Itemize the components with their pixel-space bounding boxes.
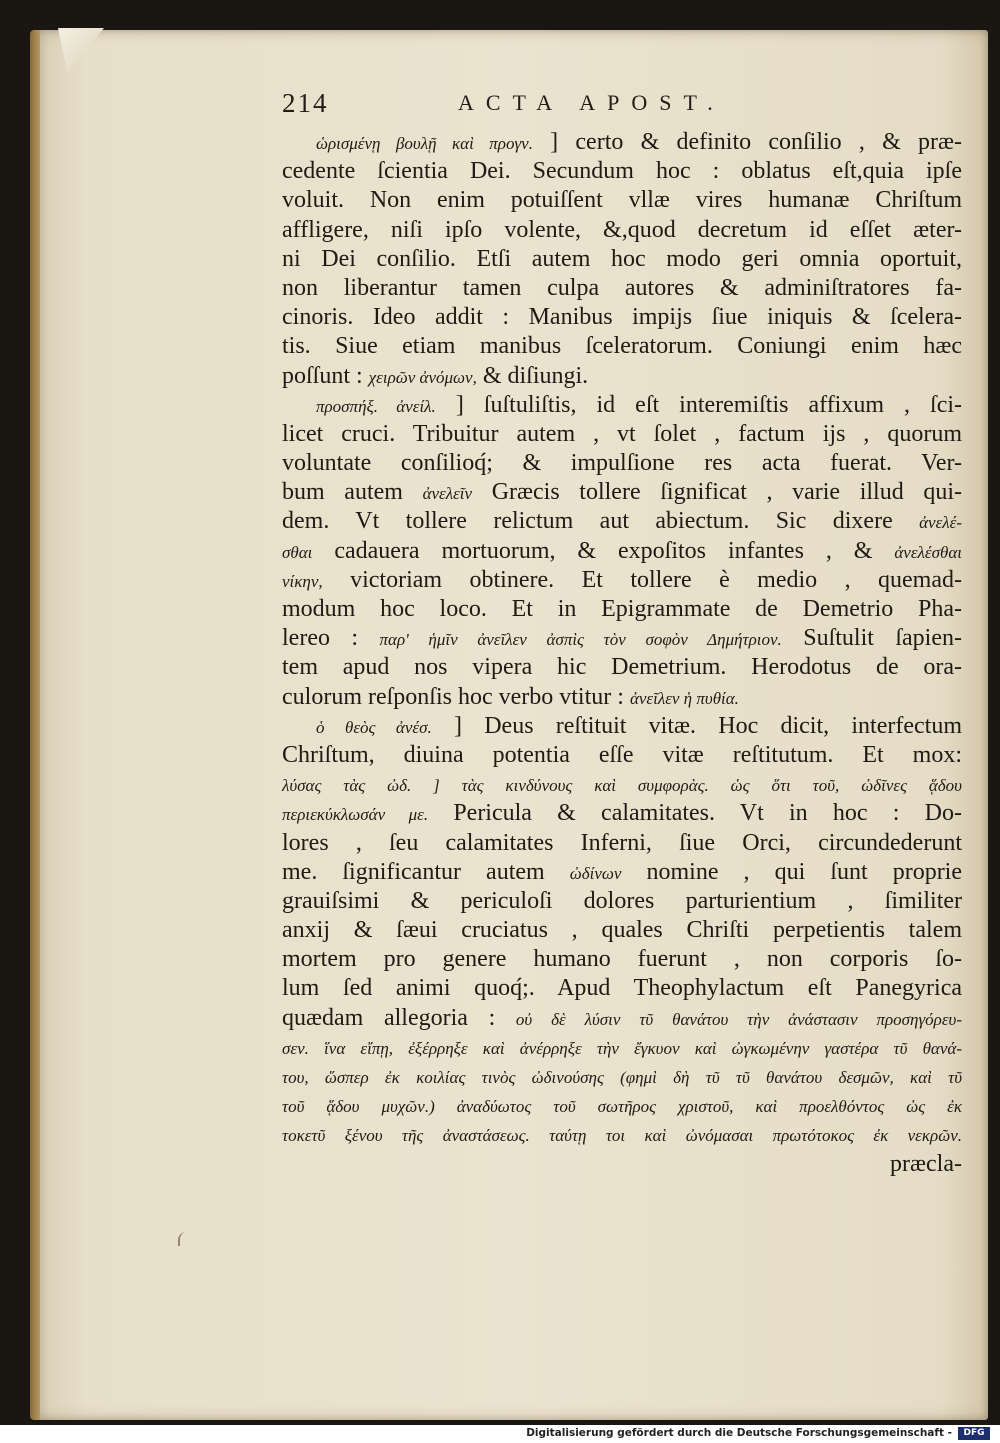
text-line bbox=[282, 829, 962, 858]
greek-text: ἀνελέσθαι bbox=[894, 542, 962, 562]
text-line bbox=[282, 245, 962, 274]
latin-text: dem. Vt tollere relictum aut abiectum. Sic dixere bbox=[282, 508, 920, 535]
text-line bbox=[282, 1091, 962, 1120]
latin-text: Pericula & calamitates. Vt in hoc : Do- bbox=[428, 800, 962, 827]
latin-text: cedente ſcientia Dei. Secundum hoc : oblatus eſt,quia ipſe bbox=[282, 158, 962, 185]
text-line bbox=[282, 186, 962, 215]
latin-text: cadauera mortuorum, & expoſitos infantes , & bbox=[312, 537, 895, 564]
text-line bbox=[282, 624, 962, 653]
text-line bbox=[282, 1033, 962, 1062]
greek-text: σθαι bbox=[282, 542, 313, 562]
latin-text: præcla- bbox=[890, 1150, 962, 1177]
latin-text: ] ſuſtuliſtis, id eſt interemiſtis affixum , ſci- bbox=[435, 391, 963, 418]
latin-text: cinoris. Ideo addit : Manibus impijs ſiue iniquis & ſcelera- bbox=[282, 304, 962, 331]
page-edge bbox=[30, 30, 40, 1420]
latin-text: quædam allegoria : bbox=[282, 1004, 516, 1031]
text-line bbox=[282, 362, 962, 391]
latin-text: lores , ſeu calamitates Inferni, ſiue Orci, circundederunt bbox=[282, 829, 962, 856]
text-line bbox=[282, 916, 962, 945]
text-line bbox=[282, 1150, 962, 1179]
greek-text: προσπήξ. ἀνείλ. bbox=[316, 396, 436, 416]
text-line bbox=[282, 945, 962, 974]
latin-text: Chriſtum, diuina potentia eſſe vitæ reſtitutum. Et mox: bbox=[282, 741, 962, 768]
greek-text: χειρῶν ἀνόμων, bbox=[368, 367, 477, 387]
latin-text: affligere, niſi ipſo volente, &,quod decretum id eſſet æter- bbox=[282, 216, 962, 243]
latin-text: ] certo & definito conſilio , & præ- bbox=[532, 129, 962, 155]
latin-text: culorum reſponſis hoc verbo vtitur : bbox=[282, 683, 630, 710]
text-line bbox=[282, 449, 962, 478]
greek-text: περιεκύκλωσάν με. bbox=[282, 805, 429, 825]
body-text bbox=[282, 128, 962, 1179]
latin-text: non liberantur tamen culpa autores & adminiſtratores fa- bbox=[282, 274, 962, 301]
latin-text: me. ſignificantur autem bbox=[282, 858, 570, 885]
text-line bbox=[282, 1062, 962, 1091]
text-line bbox=[282, 1004, 962, 1033]
latin-text: victoriam obtinere. Et tollere è medio , quemad- bbox=[322, 566, 962, 593]
text-line bbox=[282, 770, 962, 799]
text-line bbox=[282, 157, 962, 186]
text-line bbox=[282, 216, 962, 245]
latin-text: grauiſsimi & periculoſi dolores parturientium , ſimiliter bbox=[282, 887, 962, 914]
greek-text: παρ' ἡμῖν ἀνεῖλεν ἀσπὶς τὸν σοφὸν Δημήτριον. bbox=[379, 630, 782, 650]
greek-text: ἀνεῖλεν ἡ πυθία. bbox=[629, 688, 739, 708]
greek-text: σεν. ἵνα εἴπῃ, ἐξέρρηξε καὶ ἀνέρρηξε τὴν ἔγκυον καὶ ὠγκωμένην γαστέρα τῦ θανά- bbox=[282, 1038, 962, 1058]
latin-text: lum ſed animi quoq́;. Apud Theophylactum eſt Panegyrica bbox=[282, 975, 962, 1002]
text-line bbox=[282, 420, 962, 449]
latin-text: modum hoc loco. Et in Epigrammate de Demetrio Pha- bbox=[282, 596, 962, 622]
greek-text: νίκην, bbox=[282, 571, 323, 591]
text-line bbox=[282, 683, 962, 712]
funding-credit: Digitalisierung gefördert durch die Deutsche Forschungsgemeinschaft - bbox=[526, 1427, 952, 1439]
page-number: 214 bbox=[282, 88, 329, 118]
text-line bbox=[282, 595, 962, 624]
latin-text: licet cruci. Tribuitur autem , vt ſolet , factum ijs , quorum bbox=[282, 420, 962, 447]
latin-text: Suſtulit ſapien- bbox=[781, 625, 962, 652]
text-line bbox=[282, 391, 962, 420]
latin-text: tis. Siue etiam manibus ſceleratorum. Coniungi enim hæc bbox=[282, 333, 962, 360]
greek-text: τοῦ ᾅδου μυχῶν.) ἀναδύωτος τοῦ σωτῆρος χριστοῦ, καὶ προελθόντος ὡς ἐκ bbox=[282, 1097, 962, 1117]
text-line bbox=[282, 537, 962, 566]
latin-text: & diſiungi. bbox=[476, 362, 589, 389]
latin-text: lereo : bbox=[282, 625, 380, 652]
greek-text: ὠδίνων bbox=[569, 863, 622, 883]
greek-text: τοκετῦ ξένου τῆς ἀναστάσεως. ταύτῃ τοι καὶ ὠνόμασαι πρωτότοκος ἐκ νεκρῶν. bbox=[282, 1126, 962, 1146]
text-line bbox=[282, 858, 962, 887]
latin-text: mortem pro genere humano fuerunt , non corporis ſo- bbox=[282, 946, 962, 973]
text-line bbox=[282, 712, 962, 741]
greek-text: ἀνελέ- bbox=[919, 513, 962, 533]
latin-text: anxij & ſæui cruciatus , quales Chriſti perpetientis talem bbox=[282, 917, 962, 944]
text-line bbox=[282, 128, 962, 157]
latin-text: ni Dei conſilio. Etſi autem hoc modo geri omnia oportuit, bbox=[282, 245, 962, 272]
text-line bbox=[282, 799, 962, 828]
text-line bbox=[282, 274, 962, 303]
text-line bbox=[282, 332, 962, 361]
footer-bar bbox=[0, 1425, 1000, 1443]
greek-text: ἀνελεῖν bbox=[422, 484, 473, 504]
page-mark bbox=[178, 1232, 188, 1246]
text-line bbox=[282, 887, 962, 916]
latin-text: voluntate conſilioq́; & impulſione res acta fuerat. Ver- bbox=[282, 450, 962, 477]
latin-text: nomine , qui ſunt proprie bbox=[621, 858, 962, 885]
latin-text: Græcis tollere ſignificat , varie illud qui- bbox=[472, 479, 962, 506]
greek-text: λύσας τὰς ὠδ. ] τὰς κινδύνους καὶ συμφορὰς. ὡς ὅτι τοῦ, ὠδῖνες ᾅδου bbox=[282, 776, 962, 796]
text-line bbox=[282, 303, 962, 332]
latin-text: bum autem bbox=[282, 479, 423, 506]
greek-text: οὐ δὲ λύσιν τῦ θανάτου τὴν ἀνάστασιν προσηγόρευ- bbox=[515, 1009, 962, 1029]
text-line bbox=[282, 653, 962, 682]
text-line bbox=[282, 507, 962, 536]
latin-text: poſſunt : bbox=[282, 362, 369, 389]
running-title: ACTA APOST. bbox=[458, 90, 725, 115]
greek-text: ὡρισμένῃ βουλῇ καὶ προγν. bbox=[316, 134, 533, 153]
text-line bbox=[282, 1120, 962, 1149]
dfg-logo: DFG bbox=[958, 1427, 990, 1440]
text-line bbox=[282, 566, 962, 595]
text-line bbox=[282, 974, 962, 1003]
latin-text: tem apud nos vipera hic Demetrium. Herodotus de ora- bbox=[282, 654, 962, 681]
latin-text: ] Deus reſtituit vitæ. Hoc dicit, interfectum bbox=[431, 712, 962, 739]
text-line bbox=[282, 741, 962, 770]
latin-text: voluit. Non enim potuiſſent vllæ vires humanæ Chriſtum bbox=[282, 187, 962, 214]
greek-text: του, ὥσπερ ἐκ κοιλίας τινὸς ὠδινούσης (φημὶ δὴ τῦ τῦ θανάτου δεσμῶν, καὶ τῦ bbox=[282, 1068, 962, 1087]
text-line bbox=[282, 478, 962, 507]
greek-text: ὁ θεὸς ἀνέσ. bbox=[316, 717, 432, 737]
